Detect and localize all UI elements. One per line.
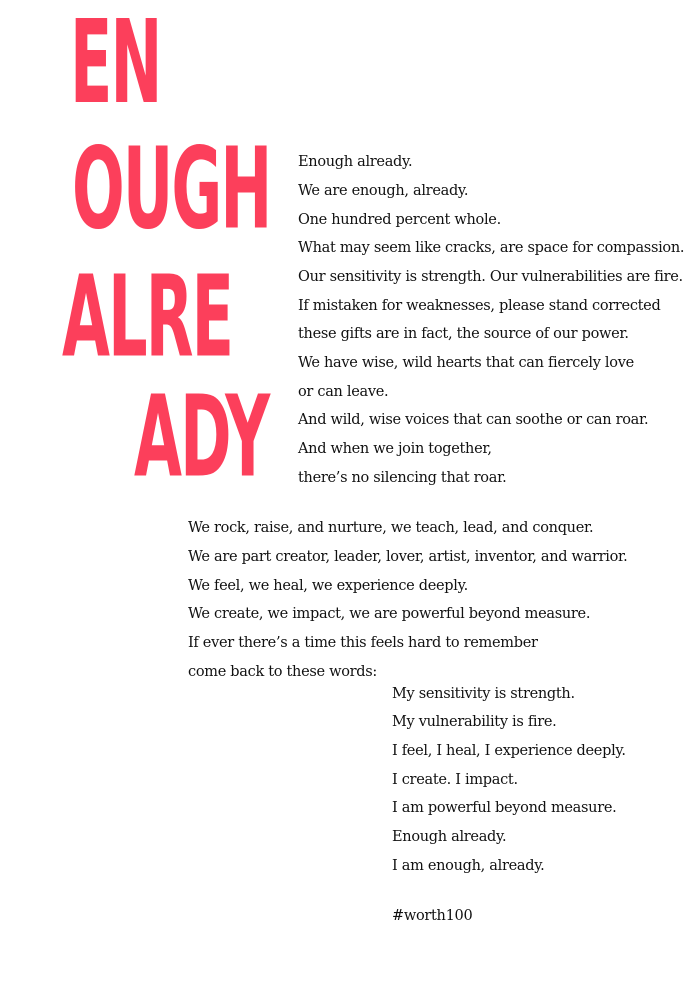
stanza-1-line: And wild, wise voices that can soothe or can roar. [298, 412, 649, 428]
hashtag: #worth100 [392, 908, 473, 924]
stanza-1-line: And when we join together, [298, 441, 492, 457]
stanza-3-line: My vulnerability is fire. [392, 714, 557, 730]
stanza-3-line: I am powerful beyond measure. [392, 800, 617, 816]
stanza-2-line: If ever there’s a time this feels hard to remember [188, 635, 538, 651]
stanza-1-line: these gifts are in fact, the source of our power. [298, 326, 629, 342]
stanza-1-line: If mistaken for weaknesses, please stand corrected [298, 298, 661, 314]
title-row-ough: OUGH [72, 123, 271, 255]
stanza-2-line: We feel, we heal, we experience deeply. [188, 578, 468, 594]
stanza-1-line: there’s no silencing that roar. [298, 470, 507, 486]
stanza-3-line: My sensitivity is strength. [392, 686, 575, 702]
stanza-1-line: or can leave. [298, 384, 389, 400]
stanza-1-line: We have wise, wild hearts that can fiercely love [298, 355, 634, 371]
stanza-2-line: We rock, raise, and nurture, we teach, lead, and conquer. [188, 520, 594, 536]
title-row-alre: ALRE [62, 251, 233, 383]
stanza-1-line: One hundred percent whole. [298, 212, 501, 228]
stanza-3-line: I am enough, already. [392, 858, 545, 874]
stanza-1-line: Our sensitivity is strength. Our vulnerabilities are fire. [298, 269, 683, 285]
stanza-3-line: I create. I impact. [392, 772, 518, 788]
stanza-1-line: Enough already. [298, 154, 413, 170]
stanza-2-line: We create, we impact, we are powerful beyond measure. [188, 606, 591, 622]
stanza-2-line: come back to these words: [188, 664, 377, 680]
title-row-en: EN [70, 0, 161, 130]
stanza-3-line: I feel, I heal, I experience deeply. [392, 743, 626, 759]
stanza-2-line: We are part creator, leader, lover, artist, inventor, and warrior. [188, 549, 628, 565]
stanza-1-line: We are enough, already. [298, 183, 469, 199]
stanza-1-line: What may seem like cracks, are space for compassion. [298, 240, 685, 256]
stanza-3-line: Enough already. [392, 829, 507, 845]
title-row-ady: ADY [134, 371, 269, 503]
